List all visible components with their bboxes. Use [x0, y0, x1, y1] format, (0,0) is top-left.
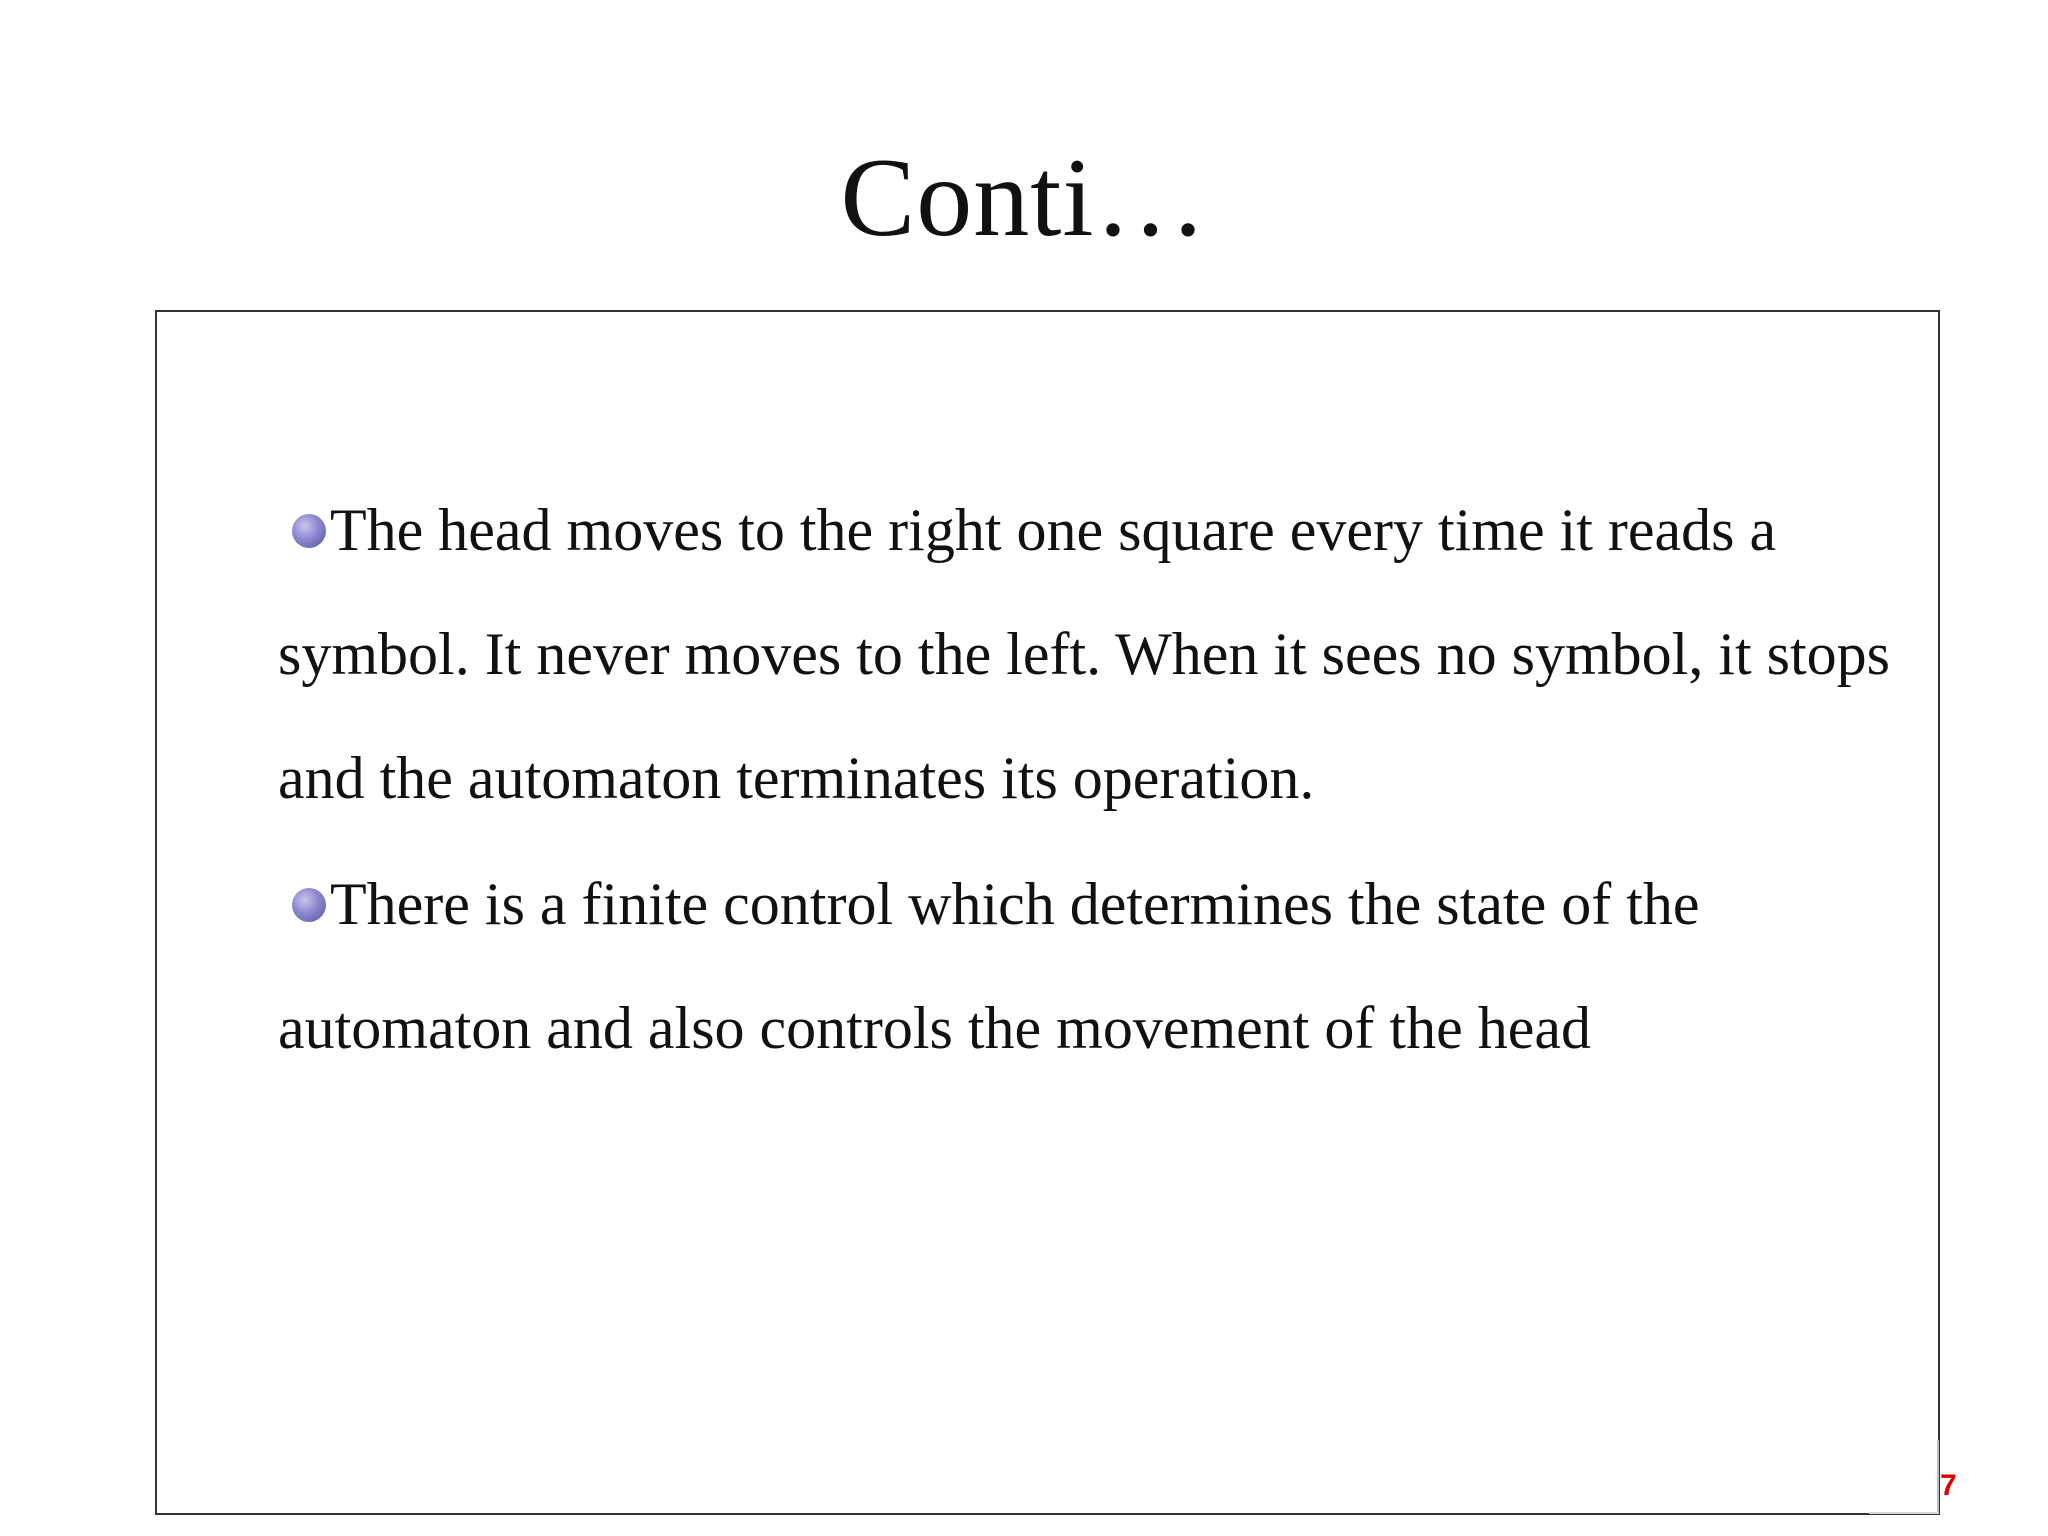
bullet-item — [278, 468, 1918, 840]
slide-title: Conti… — [840, 136, 1208, 260]
bullet-text: There is a finite control which determines the state of the automaton and also controls the movement of the head — [278, 871, 1700, 1061]
bullet-sphere-icon — [292, 514, 326, 548]
corner-tick — [1869, 1440, 1939, 1514]
bullet-item — [278, 842, 1918, 1090]
bullet-text: The head moves to the right one square every time it reads a symbol. It never moves to the left. When it sees no symbol, it stops and the automaton terminates its operation. — [278, 497, 1891, 811]
bullet-sphere-icon — [292, 888, 326, 922]
corner-tick-base — [1869, 1512, 1939, 1514]
page-number: 7 — [1940, 1469, 1957, 1502]
bullet-list — [278, 468, 1918, 1092]
